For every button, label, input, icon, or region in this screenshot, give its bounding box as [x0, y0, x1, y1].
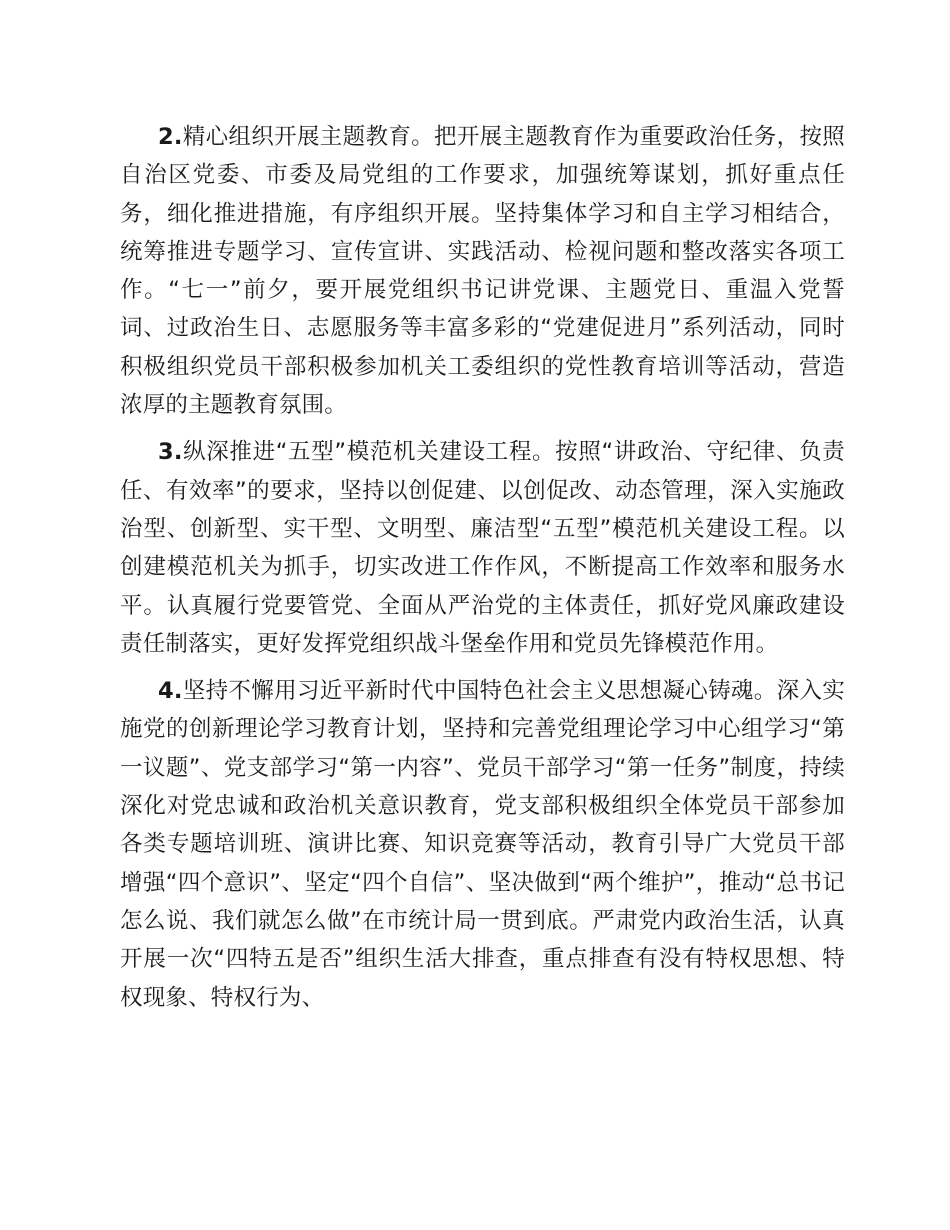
paragraph-number: 3. — [158, 439, 183, 466]
paragraph-4 — [120, 672, 845, 1017]
paragraph-number: 4. — [158, 678, 183, 705]
paragraph-2 — [120, 118, 845, 424]
paragraph-3 — [120, 433, 845, 663]
paragraph-number: 2. — [158, 124, 183, 150]
paragraph-body: 按照“讲政治、守纪律、负责任、有效率”的要求，坚持以创促建、以创促改、动态管理，深入实施政治型、创新型、实干型、文明型、廉洁型“五型”模范机关建设工程。以创建模范机关为抓手，切实改进工作作风，不断提高工作效率和服务水平。认真履行党要管党、全面从严治党的主体责任，抓好党风廉政建设责任制落实，更好发挥党组织战斗堡垒作用和党员先锋模范作用。 — [120, 439, 845, 657]
paragraph-heading: 纵深推进“五型”模范机关建设工程。 — [182, 439, 556, 466]
paragraph-body: 深入实施党的创新理论学习教育计划，坚持和完善党组理论学习中心组学习“第一议题”、党支部学习“第一内容”、党员干部学习“第一任务”制度，持续深化对党忠诚和政治机关意识教育，党支部积极组织全体党员干部参加各类专题培训班、演讲比赛、知识竞赛等活动，教育引导广大党员干部增强“四个意识”、坚定“四个自信”、坚决做到“两个维护”，推动“总书记怎么说、我们就怎么做”在市统计局一贯到底。严肃党内政治生活，认真开展一次“四特五是否”组织生活大排查，重点排查有没有特权思想、特权现象、特权行为、 — [120, 678, 845, 1011]
paragraph-heading: 坚持不懈用习近平新时代中国特色社会主义思想凝心铸魂。 — [182, 678, 777, 705]
paragraph-heading: 精心组织开展主题教育。 — [182, 124, 434, 150]
paragraph-body: 把开展主题教育作为重要政治任务，按照自治区党委、市委及局党组的工作要求，加强统筹谋划，抓好重点任务，细化推进措施，有序组织开展。坚持集体学习和自主学习相结合，统筹推进专题学习、宣传宣讲、实践活动、检视问题和整改落实各项工作。“七一”前夕，要开展党组织书记讲党课、主题党日、重温入党誓词、过政治生日、志愿服务等丰富多彩的“党建促进月”系列活动，同时积极组织党员干部积极参加机关工委组织的党性教育培训等活动，营造浓厚的主题教育氛围。 — [120, 124, 845, 419]
document-body — [120, 118, 845, 1026]
